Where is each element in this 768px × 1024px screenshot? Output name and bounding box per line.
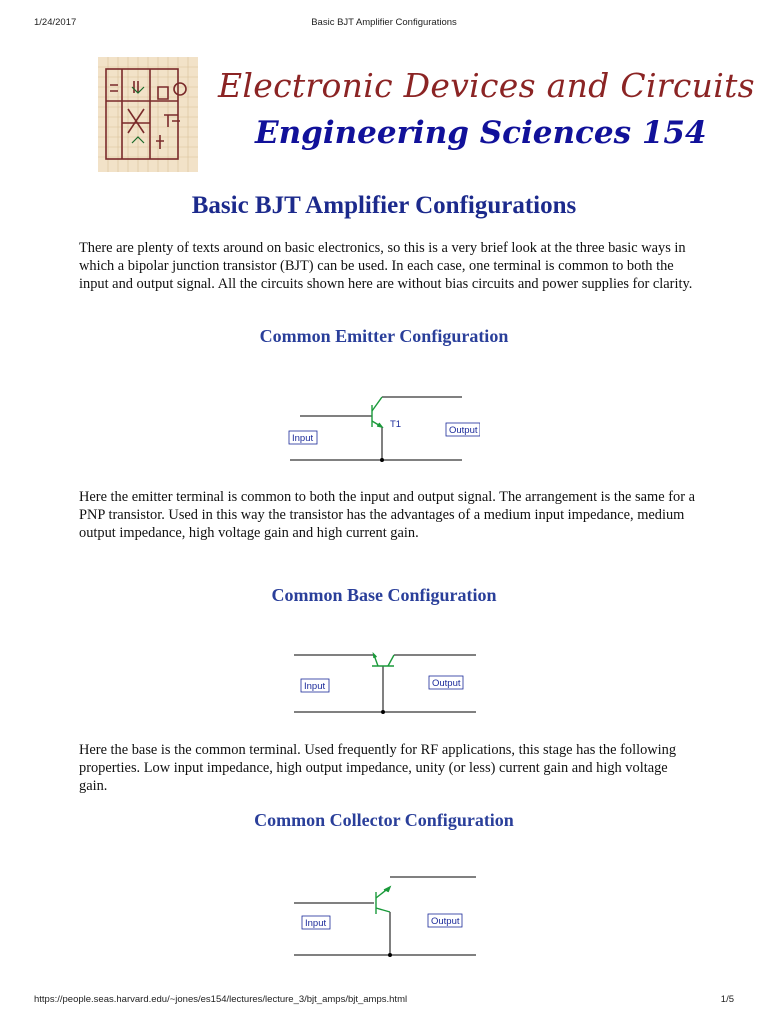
banner-course-title: Electronic Devices and Circuits [218,66,755,105]
ce-transistor-label: T1 [390,419,402,430]
ce-output-label: Output [449,425,478,436]
section-heading-common-collector: Common Collector Configuration [254,810,514,830]
cc-junction-dot [388,953,392,957]
npn-transistor-icon [372,397,382,427]
print-title: Basic BJT Amplifier Configurations [311,17,457,28]
ce-junction-dot [380,458,384,462]
npn-transistor-icon [376,887,390,914]
print-page-number: 1/5 [720,994,734,1005]
cb-junction-dot [381,710,385,714]
print-header [34,17,734,31]
cb-input-label: Input [304,681,326,692]
print-url: https://people.seas.harvard.edu/~jones/es154/lectures/lecture_3/bjt_amps/bjt_amps.html [34,994,408,1005]
section-heading-common-base: Common Base Configuration [271,585,497,605]
intro-paragraph: There are plenty of texts around on basic electronics, so this is a very brief look at the three basic ways in which a bipolar junction transistor (BJT) can be used. In each case, one terminal is common to both the input and output signal. All the circuits shown here are without bias circuits and power supplies for clarity. [79,240,693,292]
cc-output-label: Output [431,916,460,927]
common-base-circuit-diagram [290,645,490,719]
common-emitter-circuit-diagram [280,385,480,467]
print-date: 1/24/2017 [34,17,77,28]
section-heading-common-emitter: Common Emitter Configuration [259,326,509,346]
cc-input-label: Input [305,918,327,929]
cb-output-label: Output [432,678,461,689]
circuit-logo-image [98,57,198,172]
page-title: Basic BJT Amplifier Configurations [191,192,577,219]
print-footer [34,994,734,1008]
banner-course-number: Engineering Sciences 154 [255,115,707,151]
common-collector-circuit-diagram [290,870,490,960]
common-base-paragraph: Here the base is the common terminal. Used frequently for RF applications, this stage has the following properties. Low input impedance, high output impedance, unity (or less) current gain and high voltage gain. [79,742,677,794]
ce-input-label: Input [292,433,314,444]
common-emitter-paragraph: Here the emitter terminal is common to both the input and output signal. The arrangement is the same for a PNP transistor. Used in this way the transistor has the advantages of a medium input impedance, medium output impedance, high voltage gain and high current gain. [79,489,695,541]
npn-transistor-icon [372,654,394,666]
